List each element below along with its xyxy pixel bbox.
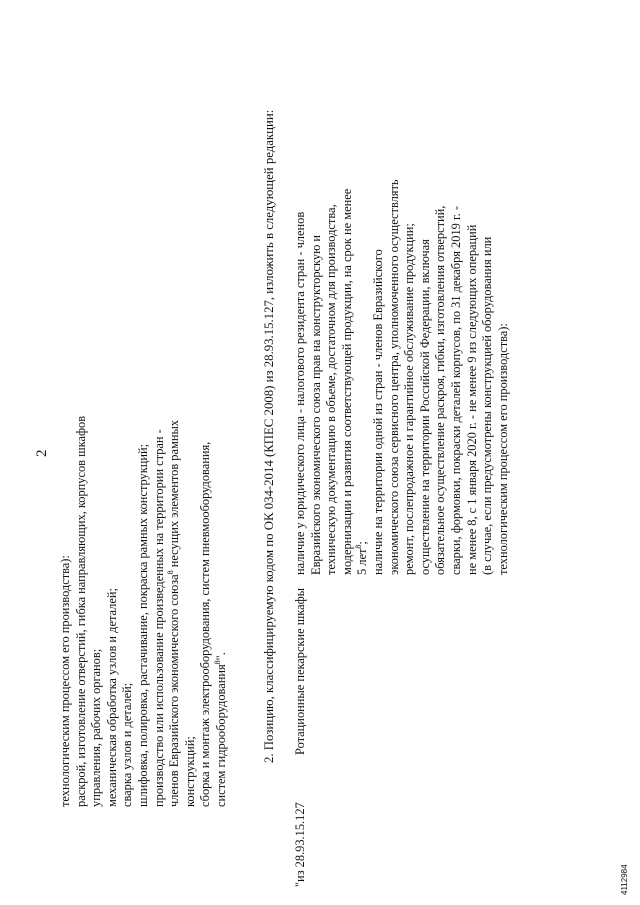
text-line: Евразийского экономического союза прав на конструкторскую и — [308, 234, 323, 575]
text-line — [355, 5, 371, 575]
footnote-ref: 8 — [354, 544, 364, 549]
page-number: 2 — [34, 449, 50, 457]
text-line: не менее 8, с 1 января 2020 г. - не менее 9 из следующих операций — [464, 224, 479, 575]
technology-operations-list — [58, 367, 230, 807]
text-fragment: систем гидрооборудования — [213, 664, 228, 807]
text-line: (в случае, если предусмотрены конструкцией оборудования или — [480, 236, 495, 575]
position-code: "из 28.93.15.127 — [293, 802, 307, 887]
text-line: сборка и монтаж электрооборудования, систем пневмооборудования, — [198, 441, 213, 807]
text-line: технологическим процессом его производства): — [495, 323, 510, 575]
text-line: сварка узлов и деталей; — [120, 682, 135, 807]
text-line — [167, 367, 183, 807]
text-line: экономического союза сервисного центра, уполномоченного осуществлять — [386, 179, 401, 575]
text-line: конструкций; — [182, 736, 197, 807]
footnote-ref: 8 — [166, 570, 176, 575]
text-line: управления, рабочих органов; — [89, 648, 104, 807]
text-line: производство или использование произведенных на территории стран - — [151, 429, 166, 807]
text-fragment: ". — [213, 652, 228, 661]
text-fragment: членов Евразийского экономического союза — [167, 574, 182, 807]
text-line — [214, 367, 230, 807]
text-line: механическая обработка узлов и деталей; — [104, 588, 119, 807]
text-line: обязательное осуществление раскроя, гибки, изготовления отверстий, — [433, 205, 448, 575]
text-line: раскрой, изготовление отверстий, гибка направляющих, корпусов шкафов — [73, 415, 88, 807]
text-line: техническую документацию в объеме, достаточном для производства, — [324, 204, 339, 575]
text-line: наличие у юридического лица - налогового резидента стран - членов — [293, 211, 307, 575]
text-line: ремонт, послепродажное и гарантийное обслуживание продукции; — [402, 223, 417, 575]
text-line: модернизации и развития соответствующей продукции, на срок не менее — [339, 188, 354, 575]
amendment-heading: 2. Позицию, классифицируемую кодом по ОК 034-2014 (КПЕС 2008) из 28.93.15.127, изложить в следующей редакции: — [262, 109, 276, 763]
text-line: технологическим процессом его производства): — [58, 555, 72, 807]
text-line: шлифовка, полировка, растачивание, покраска рамных конструкций; — [135, 443, 150, 807]
text-line: сварки, формовки, покраски деталей корпусов, по 31 декабря 2019 г. - — [448, 206, 463, 575]
document-id: 4112984 — [620, 864, 629, 895]
text-line: осуществление на территории Российской Федерации, включая — [417, 239, 432, 575]
text-line: наличие на территории одной из стран - членов Евразийского — [370, 249, 385, 575]
text-fragment: несущих элементов рамных — [167, 420, 182, 571]
text-fragment: 5 лет — [355, 548, 370, 575]
position-requirements — [293, 5, 511, 575]
footnote-ref: 8 — [212, 660, 222, 665]
position-name: Ротационные пекарские шкафы — [293, 588, 307, 755]
text-fragment: ; — [355, 541, 370, 545]
